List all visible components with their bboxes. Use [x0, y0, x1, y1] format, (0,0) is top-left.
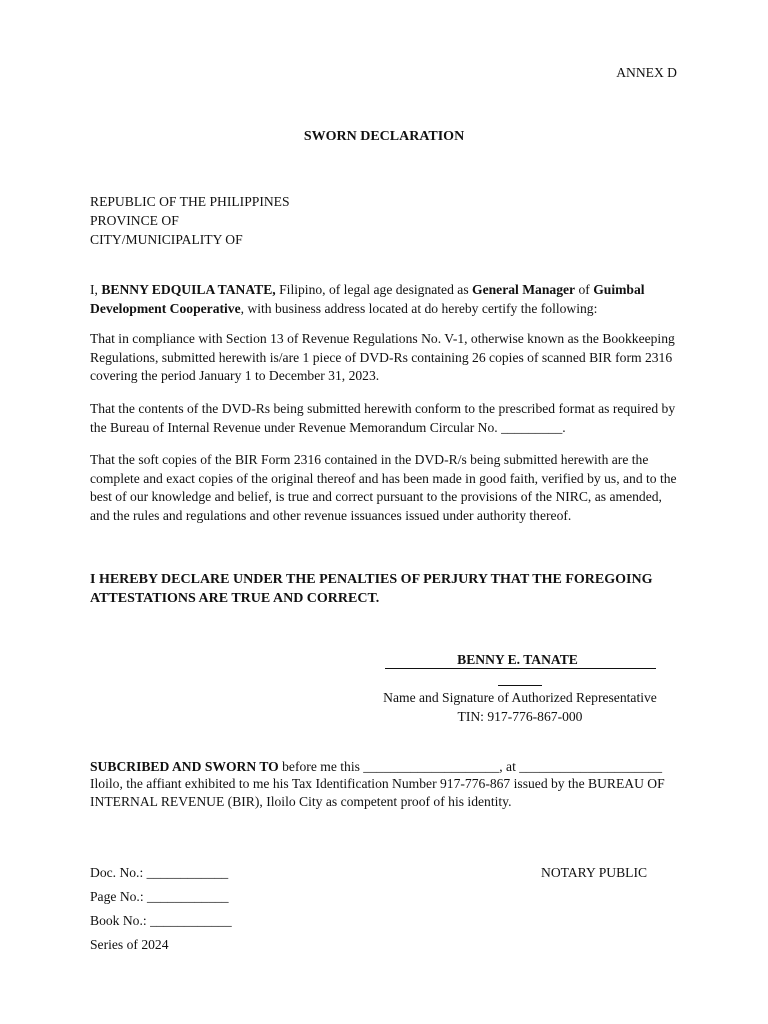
place-blank: _____________________	[519, 759, 662, 774]
doc-no-label: Doc. No.:	[90, 865, 144, 880]
perjury-declaration: I HEREBY DECLARE UNDER THE PENALTIES OF PERJURY THAT THE FOREGOING ATTESTATIONS ARE TRUE AND CORRECT.	[90, 572, 653, 606]
position: General Manager	[472, 282, 576, 297]
declarant-name: BENNY EDQUILA TANATE,	[101, 282, 276, 297]
jurisdiction-block	[90, 193, 290, 249]
intro-middle: Filipino, of legal age designated as	[275, 282, 473, 297]
notarial-register	[90, 864, 232, 960]
annex-label: ANNEX D	[616, 65, 677, 80]
date-blank: ____________________	[363, 759, 500, 774]
doc-no-blank: ____________	[146, 865, 229, 880]
intro-suffix: , with business address located at do hereby certify the following:	[240, 300, 598, 316]
signature-underline	[498, 670, 542, 686]
contents-paragraph: That the contents of the DVD-Rs being submitted herewith conform to the prescribed format as required by the Bureau of Internal Revenue under Revenue Memorandum Circular No. _________.	[90, 401, 676, 435]
doc-no-line	[90, 864, 232, 888]
intro-paragraph	[90, 281, 680, 318]
jurat-text-1: before me this	[278, 759, 364, 774]
intro-of: of	[575, 282, 594, 297]
book-no-label: Book No.:	[90, 913, 147, 928]
page-no-blank: ____________	[147, 889, 229, 904]
province-line: PROVINCE OF	[90, 212, 179, 228]
notary-public-label: NOTARY PUBLIC	[541, 865, 648, 880]
document-title: SWORN DECLARATION	[303, 129, 465, 144]
signature-caption: Name and Signature of Authorized Representative	[383, 690, 657, 705]
jurat-paragraph	[90, 758, 690, 810]
signatory-tin: TIN: 917-776-867-000	[457, 709, 583, 724]
series-line: Series of 2024	[90, 937, 169, 952]
city-line: CITY/MUNICIPALITY OF	[90, 231, 243, 247]
jurat-text-3: Iloilo, the affiant exhibited to me his Tax Identification Number 917-776-867 issued by the BUREAU OF INTERNAL REVENUE (BIR), Iloilo City as competent proof of his identity.	[90, 776, 665, 809]
jurat-lead: SUBCRIBED AND SWORN TO	[90, 759, 279, 774]
signatory-name: BENNY E. TANATE	[385, 652, 656, 669]
company-name: Guimbal Development Cooperative	[90, 282, 645, 316]
book-no-line	[90, 912, 232, 936]
compliance-paragraph: That in compliance with Section 13 of Revenue Regulations No. V-1, otherwise known as the Bookkeeping Regulations, submitted herewith is/are 1 piece of DVD-Rs containing 26 copies of scanned BIR form 2316 covering the period January 1 to December 31, 2023.	[90, 331, 675, 384]
jurat-text-2: , at	[499, 759, 520, 774]
page-no-label: Page No.:	[90, 889, 144, 904]
soft-copies-paragraph: That the soft copies of the BIR Form 2316 contained in the DVD-R/s being submitted herewith are the complete and exact copies of the original thereof and has been made in good faith, verified by us, and to the best of our knowledge and belief, is true and correct pursuant to the provisions of the NIRC, as amended, and the rules and regulations and other revenue issuances issued under authority thereof.	[90, 452, 677, 523]
book-no-blank: ____________	[150, 913, 232, 928]
intro-prefix: I,	[90, 282, 102, 297]
page-no-line	[90, 888, 232, 912]
republic-line: REPUBLIC OF THE PHILIPPINES	[90, 194, 290, 209]
